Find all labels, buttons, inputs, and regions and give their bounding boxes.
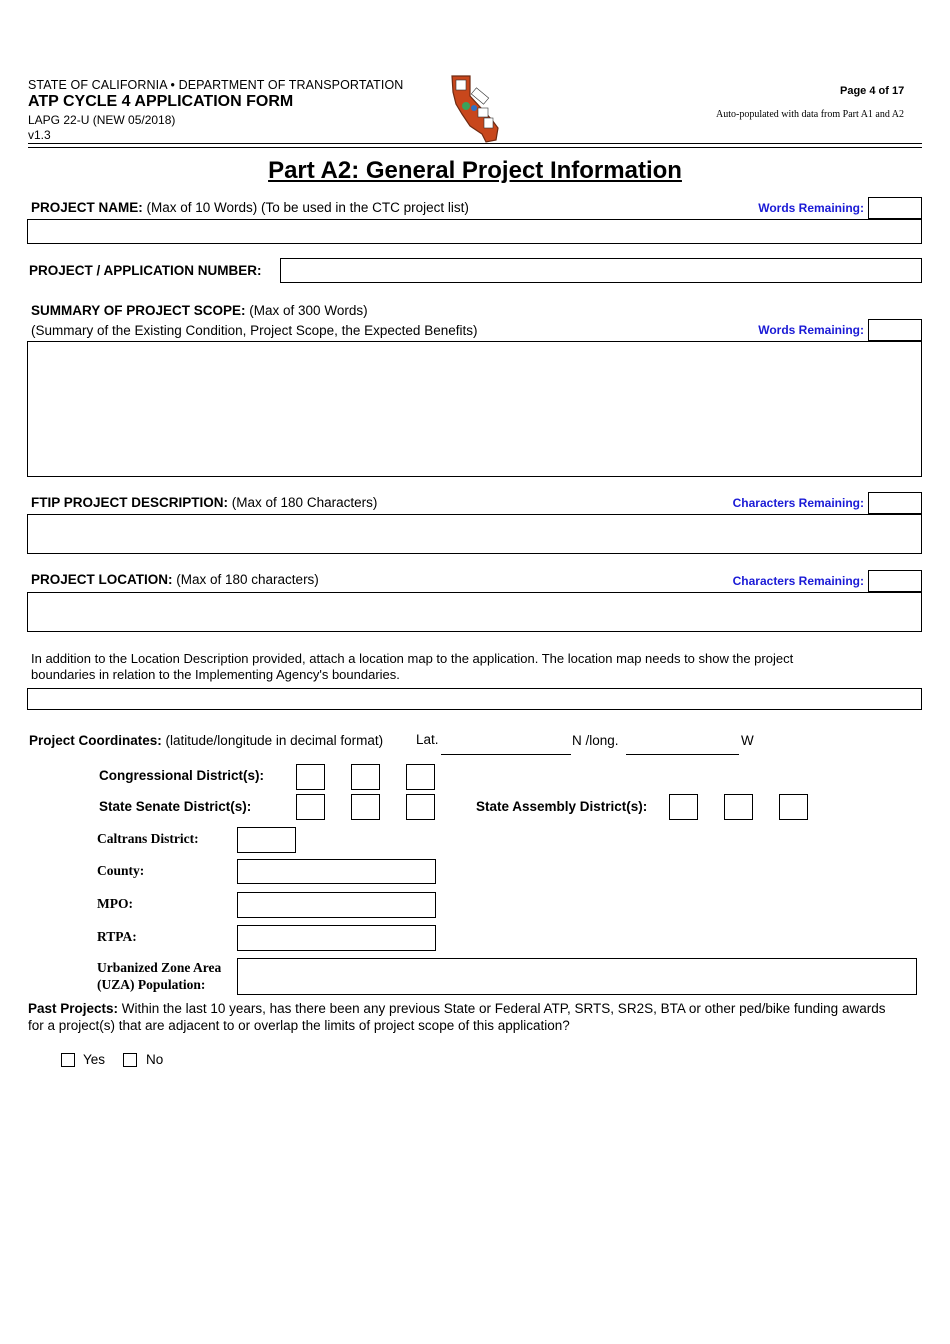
senate-district-input-3[interactable] <box>406 794 435 820</box>
congressional-district-input-1[interactable] <box>296 764 325 790</box>
scope-label: SUMMARY OF PROJECT SCOPE: (Max of 300 Words) <box>31 303 368 318</box>
assembly-district-label: State Assembly District(s): <box>476 799 648 814</box>
project-name-words-remaining-label: Words Remaining: <box>758 201 864 215</box>
senate-district-input-1[interactable] <box>296 794 325 820</box>
congressional-district-label: Congressional District(s): <box>99 768 265 783</box>
scope-words-remaining-field <box>868 319 922 341</box>
past-projects-line-2: for a project(s) that are adjacent to or overlap the limits of project scope of this application? <box>28 1018 570 1033</box>
congressional-district-input-3[interactable] <box>406 764 435 790</box>
past-projects-yes-checkbox[interactable] <box>61 1053 75 1067</box>
mpo-label: MPO: <box>97 896 133 911</box>
ftip-chars-remaining-field <box>868 492 922 514</box>
page-number: Page 4 of 17 <box>840 85 905 97</box>
lat-label: Lat. <box>416 732 439 747</box>
autopopulate-note: Auto-populated with data from Part A1 and A2 <box>716 109 905 120</box>
long-input[interactable] <box>626 754 739 755</box>
rtpa-input[interactable] <box>237 925 436 951</box>
senate-district-label: State Senate District(s): <box>99 799 252 814</box>
location-input[interactable] <box>27 592 922 632</box>
county-label: County: <box>97 863 145 878</box>
congressional-district-input-2[interactable] <box>351 764 380 790</box>
uza-population-input[interactable] <box>237 958 917 995</box>
scope-textarea[interactable] <box>27 341 922 477</box>
rtpa-label: RTPA: <box>97 929 137 944</box>
project-name-input[interactable] <box>27 219 922 244</box>
caltrans-district-input[interactable] <box>237 827 296 853</box>
lat-input[interactable] <box>441 754 571 755</box>
form-title: ATP CYCLE 4 APPLICATION FORM <box>28 93 294 110</box>
map-note-line-1: In addition to the Location Description provided, attach a location map to the application. The location map needs to show the project <box>31 651 794 666</box>
mpo-input[interactable] <box>237 892 436 918</box>
past-projects-no-label: No <box>146 1052 164 1067</box>
uza-label-line-1: Urbanized Zone Area <box>97 960 222 975</box>
past-projects-no-checkbox[interactable] <box>123 1053 137 1067</box>
scope-subhint: (Summary of the Existing Condition, Project Scope, the Expected Benefits) <box>31 323 478 338</box>
map-attachment-field[interactable] <box>27 688 922 710</box>
header-rule-2 <box>28 147 922 148</box>
location-label: PROJECT LOCATION: (Max of 180 characters) <box>31 572 319 587</box>
west-label: W <box>741 733 754 748</box>
uza-label-line-2: (UZA) Population: <box>97 977 206 992</box>
long-label: N /long. <box>572 733 619 748</box>
map-note-line-2: boundaries in relation to the Implementing Agency's boundaries. <box>31 667 400 682</box>
scope-words-remaining-label: Words Remaining: <box>758 323 864 337</box>
assembly-district-input-2[interactable] <box>724 794 753 820</box>
caltrans-logo <box>448 74 504 144</box>
ftip-chars-remaining-label: Characters Remaining: <box>732 496 864 510</box>
assembly-district-input-1[interactable] <box>669 794 698 820</box>
header-rule-1 <box>28 143 922 144</box>
assembly-district-input-3[interactable] <box>779 794 808 820</box>
project-name-words-remaining-field <box>868 197 922 219</box>
ftip-label: FTIP PROJECT DESCRIPTION: (Max of 180 Characters) <box>31 495 378 510</box>
page-title: Part A2: General Project Information <box>268 157 682 184</box>
coordinates-label: Project Coordinates: (latitude/longitude in decimal format) <box>29 733 384 748</box>
ftip-input[interactable] <box>27 514 922 554</box>
past-projects-yes-label: Yes <box>83 1052 106 1067</box>
caltrans-district-label: Caltrans District: <box>97 831 199 846</box>
form-number: LAPG 22-U (NEW 05/2018) <box>28 113 176 127</box>
project-name-label: PROJECT NAME: (Max of 10 Words) (To be used in the CTC project list) <box>31 200 469 215</box>
senate-district-input-2[interactable] <box>351 794 380 820</box>
project-number-input[interactable] <box>280 258 922 283</box>
agency-name: STATE OF CALIFORNIA • DEPARTMENT OF TRANSPORTATION <box>28 78 404 92</box>
past-projects-line-1: Past Projects: Within the last 10 years, has there been any previous State or Federal ATP, SRTS, SR2S, BTA or other ped/bike funding awards <box>28 1001 886 1016</box>
location-chars-remaining-field <box>868 570 922 592</box>
location-chars-remaining-label: Characters Remaining: <box>732 574 864 588</box>
form-version: v1.3 <box>28 128 51 142</box>
project-number-label: PROJECT / APPLICATION NUMBER: <box>29 263 262 278</box>
county-input[interactable] <box>237 859 436 884</box>
